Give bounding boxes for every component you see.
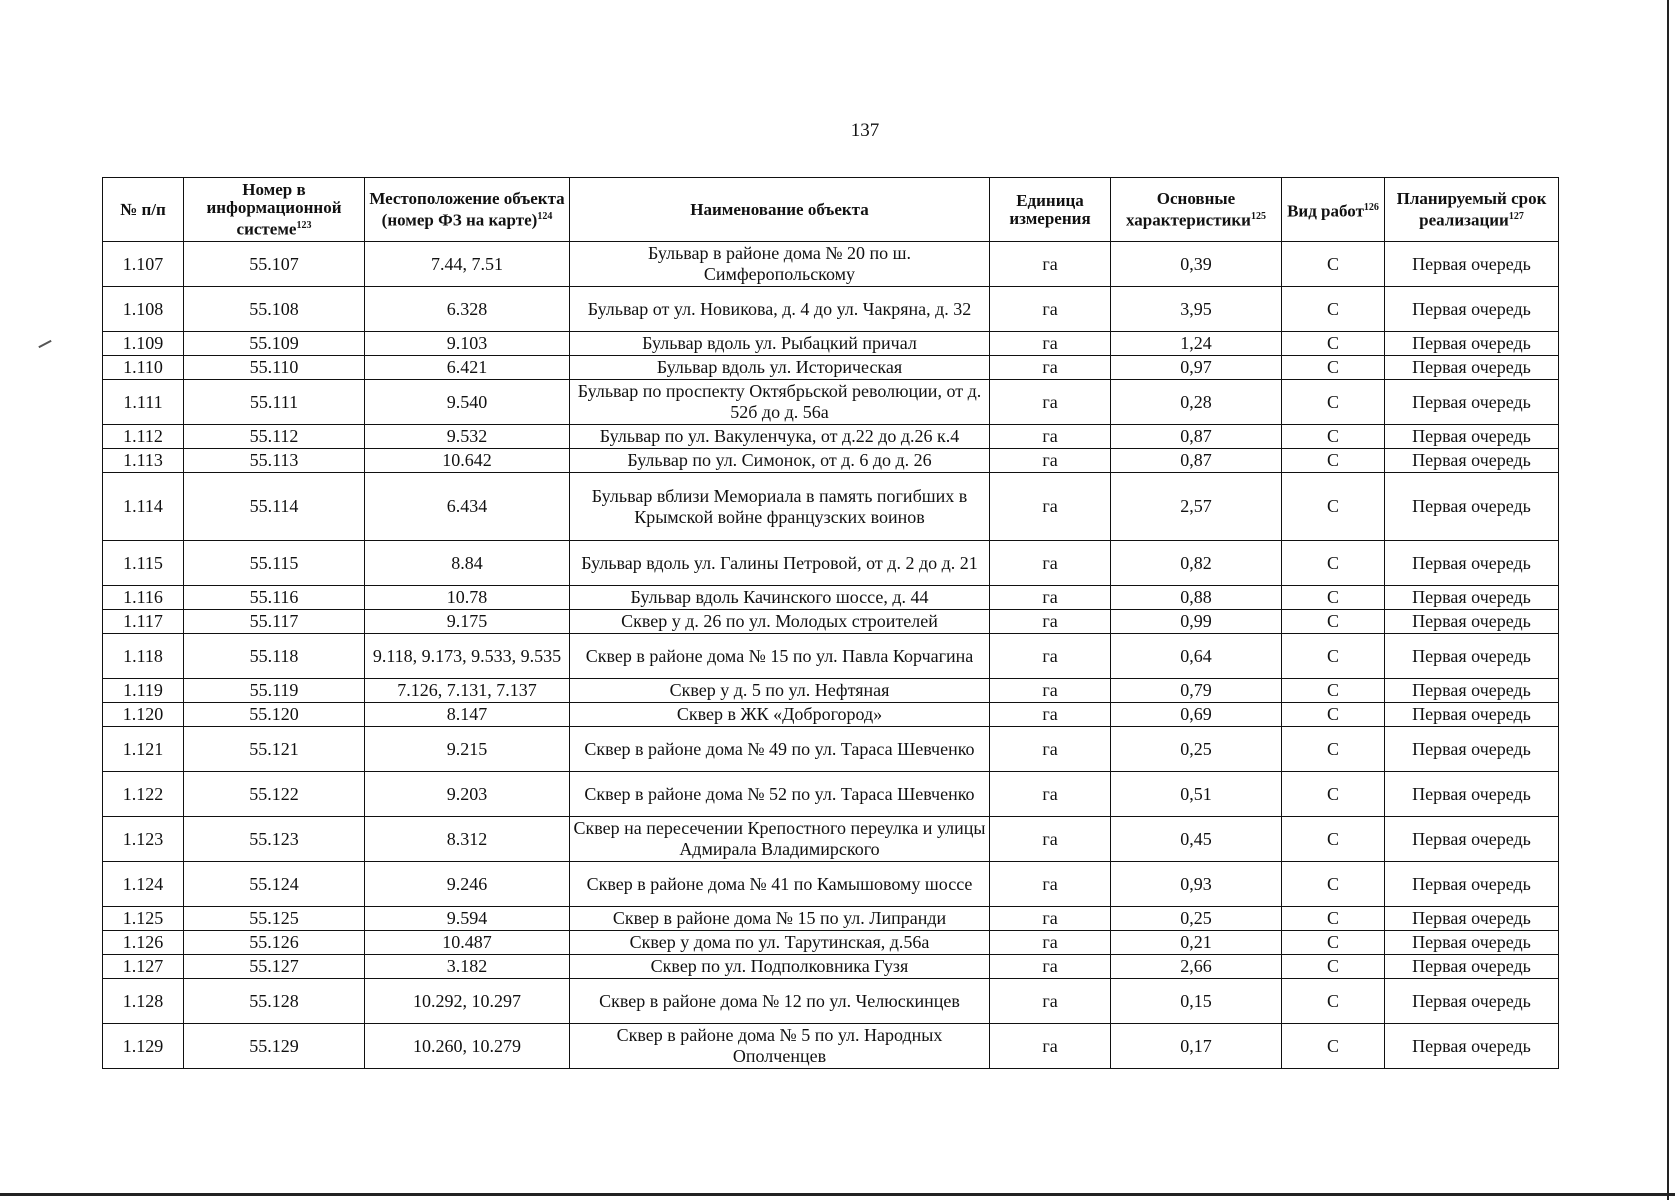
footnote-ref: 123 (296, 219, 312, 231)
table-row (103, 979, 1559, 1024)
cell-characteristics: 0,93 (1111, 862, 1282, 907)
cell-num: 1.117 (103, 610, 184, 634)
cell-work-type: С (1282, 862, 1385, 907)
cell-unit: га (990, 634, 1111, 679)
cell-num: 1.114 (103, 473, 184, 541)
cell-location: 6.421 (365, 356, 570, 380)
cell-num: 1.128 (103, 979, 184, 1024)
cell-characteristics: 2,66 (1111, 955, 1282, 979)
cell-work-type: С (1282, 772, 1385, 817)
header-location (365, 178, 570, 242)
page-number: 137 (850, 120, 880, 141)
cell-characteristics: 0,82 (1111, 541, 1282, 586)
header-label: Местоположение объекта (номер ФЗ на карте) (369, 188, 565, 230)
table-row (103, 862, 1559, 907)
cell-characteristics: 0,79 (1111, 679, 1282, 703)
cell-object-name: Сквер в районе дома № 12 по ул. Челюскинцев (570, 979, 990, 1024)
cell-characteristics: 3,95 (1111, 287, 1282, 332)
footnote-ref: 127 (1508, 210, 1524, 222)
cell-system-number: 55.116 (184, 586, 365, 610)
header-label: Вид работ (1287, 201, 1364, 221)
cell-location: 9.532 (365, 425, 570, 449)
table-row (103, 772, 1559, 817)
cell-object-name: Бульвар вдоль ул. Историческая (570, 356, 990, 380)
table-row (103, 955, 1559, 979)
cell-system-number: 55.117 (184, 610, 365, 634)
cell-unit: га (990, 425, 1111, 449)
cell-characteristics: 0,45 (1111, 817, 1282, 862)
cell-term: Первая очередь (1385, 907, 1559, 931)
cell-characteristics: 0,69 (1111, 703, 1282, 727)
cell-term: Первая очередь (1385, 862, 1559, 907)
cell-work-type: С (1282, 610, 1385, 634)
cell-characteristics: 0,17 (1111, 1024, 1282, 1069)
cell-work-type: С (1282, 979, 1385, 1024)
header-label: Планируемый срок реализации (1396, 188, 1547, 230)
cell-object-name: Сквер в районе дома № 49 по ул. Тараса Шевченко (570, 727, 990, 772)
cell-unit: га (990, 862, 1111, 907)
cell-term: Первая очередь (1385, 332, 1559, 356)
cell-work-type: С (1282, 931, 1385, 955)
cell-system-number: 55.128 (184, 979, 365, 1024)
cell-term: Первая очередь (1385, 634, 1559, 679)
cell-num: 1.119 (103, 679, 184, 703)
cell-characteristics: 0,25 (1111, 727, 1282, 772)
table-row (103, 425, 1559, 449)
cell-object-name: Бульвар вдоль ул. Галины Петровой, от д. 2 до д. 21 (570, 541, 990, 586)
cell-system-number: 55.126 (184, 931, 365, 955)
table-row (103, 703, 1559, 727)
cell-unit: га (990, 727, 1111, 772)
table-row (103, 332, 1559, 356)
cell-system-number: 55.121 (184, 727, 365, 772)
cell-object-name: Сквер в районе дома № 52 по ул. Тараса Шевченко (570, 772, 990, 817)
cell-work-type: С (1282, 287, 1385, 332)
cell-system-number: 55.107 (184, 242, 365, 287)
cell-object-name: Бульвар по ул. Вакуленчука, от д.22 до д.26 к.4 (570, 425, 990, 449)
cell-characteristics: 0,87 (1111, 425, 1282, 449)
cell-unit: га (990, 979, 1111, 1024)
cell-system-number: 55.108 (184, 287, 365, 332)
cell-system-number: 55.122 (184, 772, 365, 817)
cell-term: Первая очередь (1385, 586, 1559, 610)
cell-num: 1.112 (103, 425, 184, 449)
table-row (103, 931, 1559, 955)
cell-characteristics: 1,24 (1111, 332, 1282, 356)
cell-unit: га (990, 679, 1111, 703)
table-row (103, 242, 1559, 287)
cell-work-type: С (1282, 356, 1385, 380)
cell-work-type: С (1282, 907, 1385, 931)
cell-characteristics: 0,39 (1111, 242, 1282, 287)
table-row (103, 380, 1559, 425)
cell-unit: га (990, 541, 1111, 586)
cell-term: Первая очередь (1385, 772, 1559, 817)
cell-location: 3.182 (365, 955, 570, 979)
cell-num: 1.126 (103, 931, 184, 955)
cell-num: 1.124 (103, 862, 184, 907)
cell-location: 8.84 (365, 541, 570, 586)
cell-object-name: Сквер в районе дома № 41 по Камышовому шоссе (570, 862, 990, 907)
cell-term: Первая очередь (1385, 287, 1559, 332)
cell-characteristics: 0,21 (1111, 931, 1282, 955)
cell-object-name: Бульвар по проспекту Октябрьской революции, от д. 52б до д. 56а (570, 380, 990, 425)
cell-unit: га (990, 907, 1111, 931)
cell-system-number: 55.110 (184, 356, 365, 380)
cell-work-type: С (1282, 425, 1385, 449)
cell-object-name: Сквер в районе дома № 15 по ул. Павла Корчагина (570, 634, 990, 679)
cell-term: Первая очередь (1385, 541, 1559, 586)
cell-location: 6.434 (365, 473, 570, 541)
cell-unit: га (990, 287, 1111, 332)
cell-unit: га (990, 380, 1111, 425)
cell-system-number: 55.114 (184, 473, 365, 541)
cell-num: 1.108 (103, 287, 184, 332)
footnote-ref: 126 (1363, 201, 1379, 213)
cell-term: Первая очередь (1385, 679, 1559, 703)
cell-system-number: 55.129 (184, 1024, 365, 1069)
table-body (103, 242, 1559, 1069)
cell-object-name: Сквер в районе дома № 5 по ул. Народных Ополченцев (570, 1024, 990, 1069)
cell-system-number: 55.124 (184, 862, 365, 907)
cell-work-type: С (1282, 473, 1385, 541)
cell-system-number: 55.120 (184, 703, 365, 727)
header-label: Номер в информационной системе (206, 179, 342, 239)
table-row (103, 287, 1559, 332)
table-row (103, 1024, 1559, 1069)
cell-object-name: Бульвар вдоль Качинского шоссе, д. 44 (570, 586, 990, 610)
cell-characteristics: 0,51 (1111, 772, 1282, 817)
cell-term: Первая очередь (1385, 727, 1559, 772)
cell-term: Первая очередь (1385, 242, 1559, 287)
cell-work-type: С (1282, 449, 1385, 473)
cell-term: Первая очередь (1385, 955, 1559, 979)
cell-num: 1.107 (103, 242, 184, 287)
table-row (103, 449, 1559, 473)
cell-work-type: С (1282, 679, 1385, 703)
scan-mark (38, 340, 51, 348)
cell-characteristics: 0,97 (1111, 356, 1282, 380)
header-row (103, 178, 1559, 242)
cell-characteristics: 0,88 (1111, 586, 1282, 610)
footnote-ref: 125 (1250, 210, 1266, 222)
cell-unit: га (990, 703, 1111, 727)
cell-num: 1.123 (103, 817, 184, 862)
cell-num: 1.121 (103, 727, 184, 772)
header-characteristics (1111, 178, 1282, 242)
cell-object-name: Бульвар по ул. Симонок, от д. 6 до д. 26 (570, 449, 990, 473)
table-row (103, 634, 1559, 679)
cell-work-type: С (1282, 586, 1385, 610)
cell-location: 10.78 (365, 586, 570, 610)
cell-unit: га (990, 772, 1111, 817)
cell-unit: га (990, 242, 1111, 287)
cell-term: Первая очередь (1385, 610, 1559, 634)
cell-term: Первая очередь (1385, 425, 1559, 449)
cell-location: 9.215 (365, 727, 570, 772)
header-label: Наименование объекта (690, 199, 869, 219)
cell-term: Первая очередь (1385, 473, 1559, 541)
cell-system-number: 55.125 (184, 907, 365, 931)
cell-unit: га (990, 449, 1111, 473)
cell-num: 1.111 (103, 380, 184, 425)
cell-object-name: Сквер у дома по ул. Тарутинская, д.56а (570, 931, 990, 955)
cell-unit: га (990, 931, 1111, 955)
scan-edge-right (1667, 0, 1669, 1200)
cell-object-name: Бульвар вдоль ул. Рыбацкий причал (570, 332, 990, 356)
cell-system-number: 55.127 (184, 955, 365, 979)
cell-system-number: 55.118 (184, 634, 365, 679)
cell-location: 10.292, 10.297 (365, 979, 570, 1024)
cell-work-type: С (1282, 380, 1385, 425)
cell-location: 9.594 (365, 907, 570, 931)
cell-object-name: Сквер в ЖК «Доброгород» (570, 703, 990, 727)
cell-object-name: Сквер у д. 5 по ул. Нефтяная (570, 679, 990, 703)
cell-num: 1.129 (103, 1024, 184, 1069)
cell-term: Первая очередь (1385, 817, 1559, 862)
cell-num: 1.113 (103, 449, 184, 473)
cell-characteristics: 0,25 (1111, 907, 1282, 931)
cell-unit: га (990, 332, 1111, 356)
cell-location: 9.246 (365, 862, 570, 907)
cell-work-type: С (1282, 1024, 1385, 1069)
cell-location: 7.126, 7.131, 7.137 (365, 679, 570, 703)
cell-system-number: 55.111 (184, 380, 365, 425)
cell-work-type: С (1282, 634, 1385, 679)
cell-num: 1.115 (103, 541, 184, 586)
cell-location: 8.147 (365, 703, 570, 727)
cell-system-number: 55.109 (184, 332, 365, 356)
cell-unit: га (990, 610, 1111, 634)
cell-object-name: Бульвар от ул. Новикова, д. 4 до ул. Чакряна, д. 32 (570, 287, 990, 332)
cell-term: Первая очередь (1385, 449, 1559, 473)
cell-unit: га (990, 955, 1111, 979)
header-term (1385, 178, 1559, 242)
cell-object-name: Сквер по ул. Подполковника Гузя (570, 955, 990, 979)
cell-object-name: Сквер на пересечении Крепостного переулка и улицы Адмирала Владимирского (570, 817, 990, 862)
cell-term: Первая очередь (1385, 979, 1559, 1024)
cell-term: Первая очередь (1385, 356, 1559, 380)
cell-system-number: 55.112 (184, 425, 365, 449)
cell-object-name: Сквер в районе дома № 15 по ул. Липранди (570, 907, 990, 931)
header-label: № п/п (120, 199, 166, 219)
cell-work-type: С (1282, 955, 1385, 979)
cell-term: Первая очередь (1385, 1024, 1559, 1069)
cell-location: 10.487 (365, 931, 570, 955)
cell-location: 9.203 (365, 772, 570, 817)
cell-unit: га (990, 817, 1111, 862)
table-row (103, 679, 1559, 703)
table-row (103, 817, 1559, 862)
cell-characteristics: 0,15 (1111, 979, 1282, 1024)
cell-characteristics: 0,87 (1111, 449, 1282, 473)
cell-unit: га (990, 586, 1111, 610)
table-row (103, 356, 1559, 380)
cell-work-type: С (1282, 242, 1385, 287)
cell-system-number: 55.123 (184, 817, 365, 862)
cell-term: Первая очередь (1385, 703, 1559, 727)
cell-location: 10.642 (365, 449, 570, 473)
table-row (103, 907, 1559, 931)
cell-work-type: С (1282, 727, 1385, 772)
table-row (103, 586, 1559, 610)
cell-work-type: С (1282, 541, 1385, 586)
header-label: Основные характеристики (1126, 188, 1251, 230)
cell-num: 1.120 (103, 703, 184, 727)
table-row (103, 541, 1559, 586)
cell-characteristics: 0,64 (1111, 634, 1282, 679)
cell-object-name: Сквер у д. 26 по ул. Молодых строителей (570, 610, 990, 634)
table-row (103, 610, 1559, 634)
cell-system-number: 55.115 (184, 541, 365, 586)
cell-unit: га (990, 356, 1111, 380)
cell-object-name: Бульвар вблизи Мемориала в память погибших в Крымской войне французских воинов (570, 473, 990, 541)
cell-location: 10.260, 10.279 (365, 1024, 570, 1069)
cell-characteristics: 2,57 (1111, 473, 1282, 541)
cell-work-type: С (1282, 817, 1385, 862)
cell-term: Первая очередь (1385, 931, 1559, 955)
cell-location: 7.44, 7.51 (365, 242, 570, 287)
header-object-name (570, 178, 990, 242)
cell-num: 1.109 (103, 332, 184, 356)
cell-num: 1.110 (103, 356, 184, 380)
cell-object-name: Бульвар в районе дома № 20 по ш. Симферопольскому (570, 242, 990, 287)
header-system-number (184, 178, 365, 242)
cell-term: Первая очередь (1385, 380, 1559, 425)
header-label: Единица измерения (1009, 190, 1091, 228)
table-row (103, 727, 1559, 772)
cell-characteristics: 0,28 (1111, 380, 1282, 425)
cell-unit: га (990, 473, 1111, 541)
header-unit (990, 178, 1111, 242)
cell-unit: га (990, 1024, 1111, 1069)
cell-location: 8.312 (365, 817, 570, 862)
cell-location: 9.103 (365, 332, 570, 356)
cell-system-number: 55.119 (184, 679, 365, 703)
cell-location: 9.540 (365, 380, 570, 425)
cell-location: 9.175 (365, 610, 570, 634)
cell-num: 1.127 (103, 955, 184, 979)
cell-num: 1.122 (103, 772, 184, 817)
cell-characteristics: 0,99 (1111, 610, 1282, 634)
scan-edge-bottom (0, 1193, 1675, 1196)
cell-location: 9.118, 9.173, 9.533, 9.535 (365, 634, 570, 679)
table-row (103, 473, 1559, 541)
header-num (103, 178, 184, 242)
header-work-type (1282, 178, 1385, 242)
cell-work-type: С (1282, 703, 1385, 727)
footnote-ref: 124 (537, 210, 553, 222)
cell-num: 1.125 (103, 907, 184, 931)
cell-work-type: С (1282, 332, 1385, 356)
cell-num: 1.118 (103, 634, 184, 679)
cell-location: 6.328 (365, 287, 570, 332)
cell-num: 1.116 (103, 586, 184, 610)
registry-table (102, 177, 1559, 1069)
cell-system-number: 55.113 (184, 449, 365, 473)
